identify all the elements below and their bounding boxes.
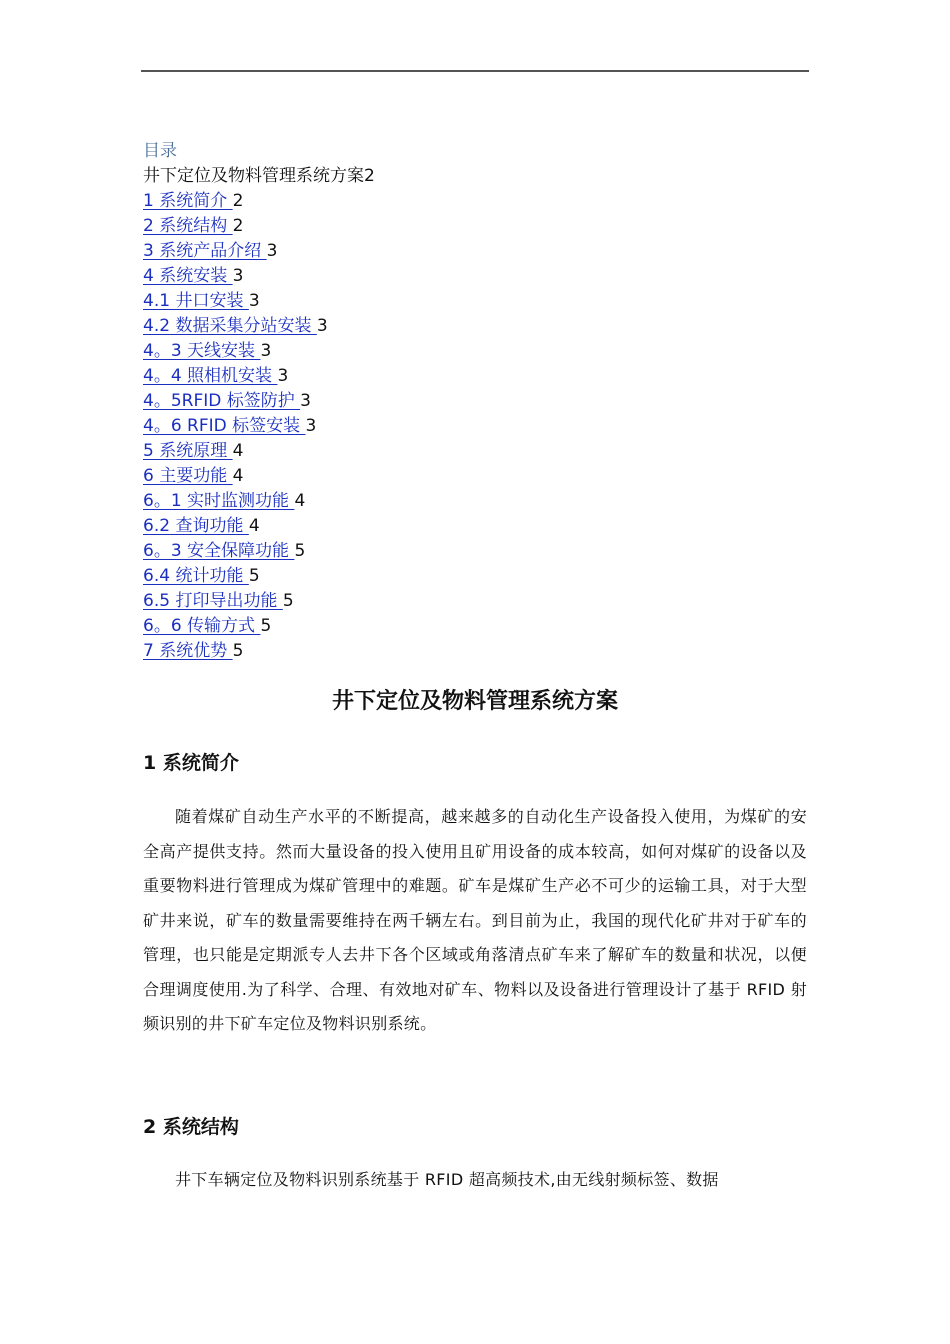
toc-page-number: 5 [282, 591, 294, 611]
toc-page-number: 3 [266, 241, 278, 261]
toc-entry-link[interactable]: 4。3 天线安装 [143, 341, 261, 361]
toc-entry-link[interactable]: 4。6 RFID 标签安装 [143, 416, 306, 436]
toc-page-number: 3 [277, 366, 289, 386]
toc-entry[interactable] [143, 239, 783, 264]
toc-entry-link[interactable]: 6.2 查询功能 [143, 516, 249, 536]
toc-page-number: 2 [364, 166, 375, 186]
toc-entry[interactable] [143, 439, 783, 464]
toc-entry[interactable] [143, 614, 783, 639]
toc-page-number: 3 [260, 341, 272, 361]
toc-entry[interactable] [143, 389, 783, 414]
toc-entry-link[interactable]: 6.4 统计功能 [143, 566, 249, 586]
toc-page-number: 3 [300, 391, 311, 411]
toc-page-number: 2 [232, 216, 244, 236]
toc-entry[interactable] [143, 414, 783, 439]
toc-page-number: 4 [248, 516, 260, 536]
toc-entry-link[interactable]: 4.2 数据采集分站安装 [143, 316, 317, 336]
toc-entry[interactable] [143, 489, 783, 514]
toc-entry[interactable] [143, 464, 783, 489]
toc-page-number: 5 [294, 541, 306, 561]
toc-page-number: 3 [248, 291, 260, 311]
toc-list [143, 164, 783, 664]
toc-entry-link[interactable]: 6.5 打印导出功能 [143, 591, 283, 611]
toc-entry[interactable] [143, 539, 783, 564]
toc-page-number: 2 [232, 191, 244, 211]
toc-entry[interactable] [143, 514, 783, 539]
toc-entry[interactable] [143, 264, 783, 289]
section-heading-intro: 1 系统简介 [143, 752, 239, 774]
toc-entry-link[interactable]: 4。5RFID 标签防护 [143, 391, 301, 411]
toc-entry[interactable] [143, 314, 783, 339]
toc-entry-link[interactable]: 4 系统安装 [143, 266, 233, 286]
toc-entry[interactable] [143, 289, 783, 314]
toc-entry[interactable] [143, 339, 783, 364]
toc-entry-link[interactable]: 7 系统优势 [143, 641, 233, 661]
toc-entry[interactable] [143, 214, 783, 239]
toc-page-number: 4 [232, 441, 244, 461]
toc-entry-link[interactable]: 6。6 传输方式 [143, 616, 261, 636]
toc-entry[interactable] [143, 639, 783, 664]
document-title: 井下定位及物料管理系统方案 [331, 689, 618, 714]
toc-entry-link[interactable]: 6。1 实时监测功能 [143, 491, 295, 511]
toc-page-number: 5 [260, 616, 272, 636]
toc-page-number: 3 [305, 416, 317, 436]
section-heading-structure: 2 系统结构 [143, 1116, 239, 1138]
toc-page-number: 4 [232, 466, 244, 486]
toc-entry[interactable] [143, 364, 783, 389]
toc-entry[interactable] [143, 189, 783, 214]
toc-entry-link[interactable]: 4。4 照相机安装 [143, 366, 278, 386]
toc-page-number: 3 [316, 316, 328, 336]
toc-entry-link[interactable]: 4.1 井口安装 [143, 291, 249, 311]
toc-entry-text: 井下定位及物料管理系统方案 [143, 166, 364, 186]
toc-page-number: 4 [294, 491, 306, 511]
toc-page-number: 5 [248, 566, 260, 586]
table-of-contents [143, 139, 783, 664]
toc-entry[interactable] [143, 589, 783, 614]
toc-page-number: 3 [232, 266, 244, 286]
toc-entry-link[interactable]: 6 主要功能 [143, 466, 233, 486]
toc-entry [143, 164, 783, 189]
header-rule [141, 70, 809, 72]
toc-page-number: 5 [232, 641, 244, 661]
toc-entry[interactable] [143, 564, 783, 589]
section-body-structure: 井下车辆定位及物料识别系统基于 RFID 超高频技术,由无线射频标签、数据 [175, 1170, 719, 1189]
toc-entry-link[interactable]: 2 系统结构 [143, 216, 233, 236]
toc-entry-link[interactable]: 3 系统产品介绍 [143, 241, 267, 261]
toc-entry-link[interactable]: 5 系统原理 [143, 441, 233, 461]
toc-entry-link[interactable]: 1 系统简介 [143, 191, 233, 211]
section-body-intro: 随着煤矿自动生产水平的不断提高，越来越多的自动化生产设备投入使用，为煤矿的安全高产提供支持。然而大量设备的投入使用且矿用设备的成本较高，如何对煤矿的设备以及重要物料进行管理成为煤矿管理中的难题。矿车是煤矿生产必不可少的运输工具，对于大型矿井来说，矿车的数量需要维持在两千辆左右。到目前为止，我国的现代化矿井对于矿车的管理，也只能是定期派专人去井下各个区域或角落清点矿车来了解矿车的数量和状况，以便合理调度使用.为了科学、合理、有效地对矿车、物料以及设备进行管理设计了基于 RFID 射频识别的井下矿车定位及物料识别系统。 [143, 807, 807, 1033]
toc-entry-link[interactable]: 6。3 安全保障功能 [143, 541, 295, 561]
toc-heading: 目录 [143, 141, 177, 161]
